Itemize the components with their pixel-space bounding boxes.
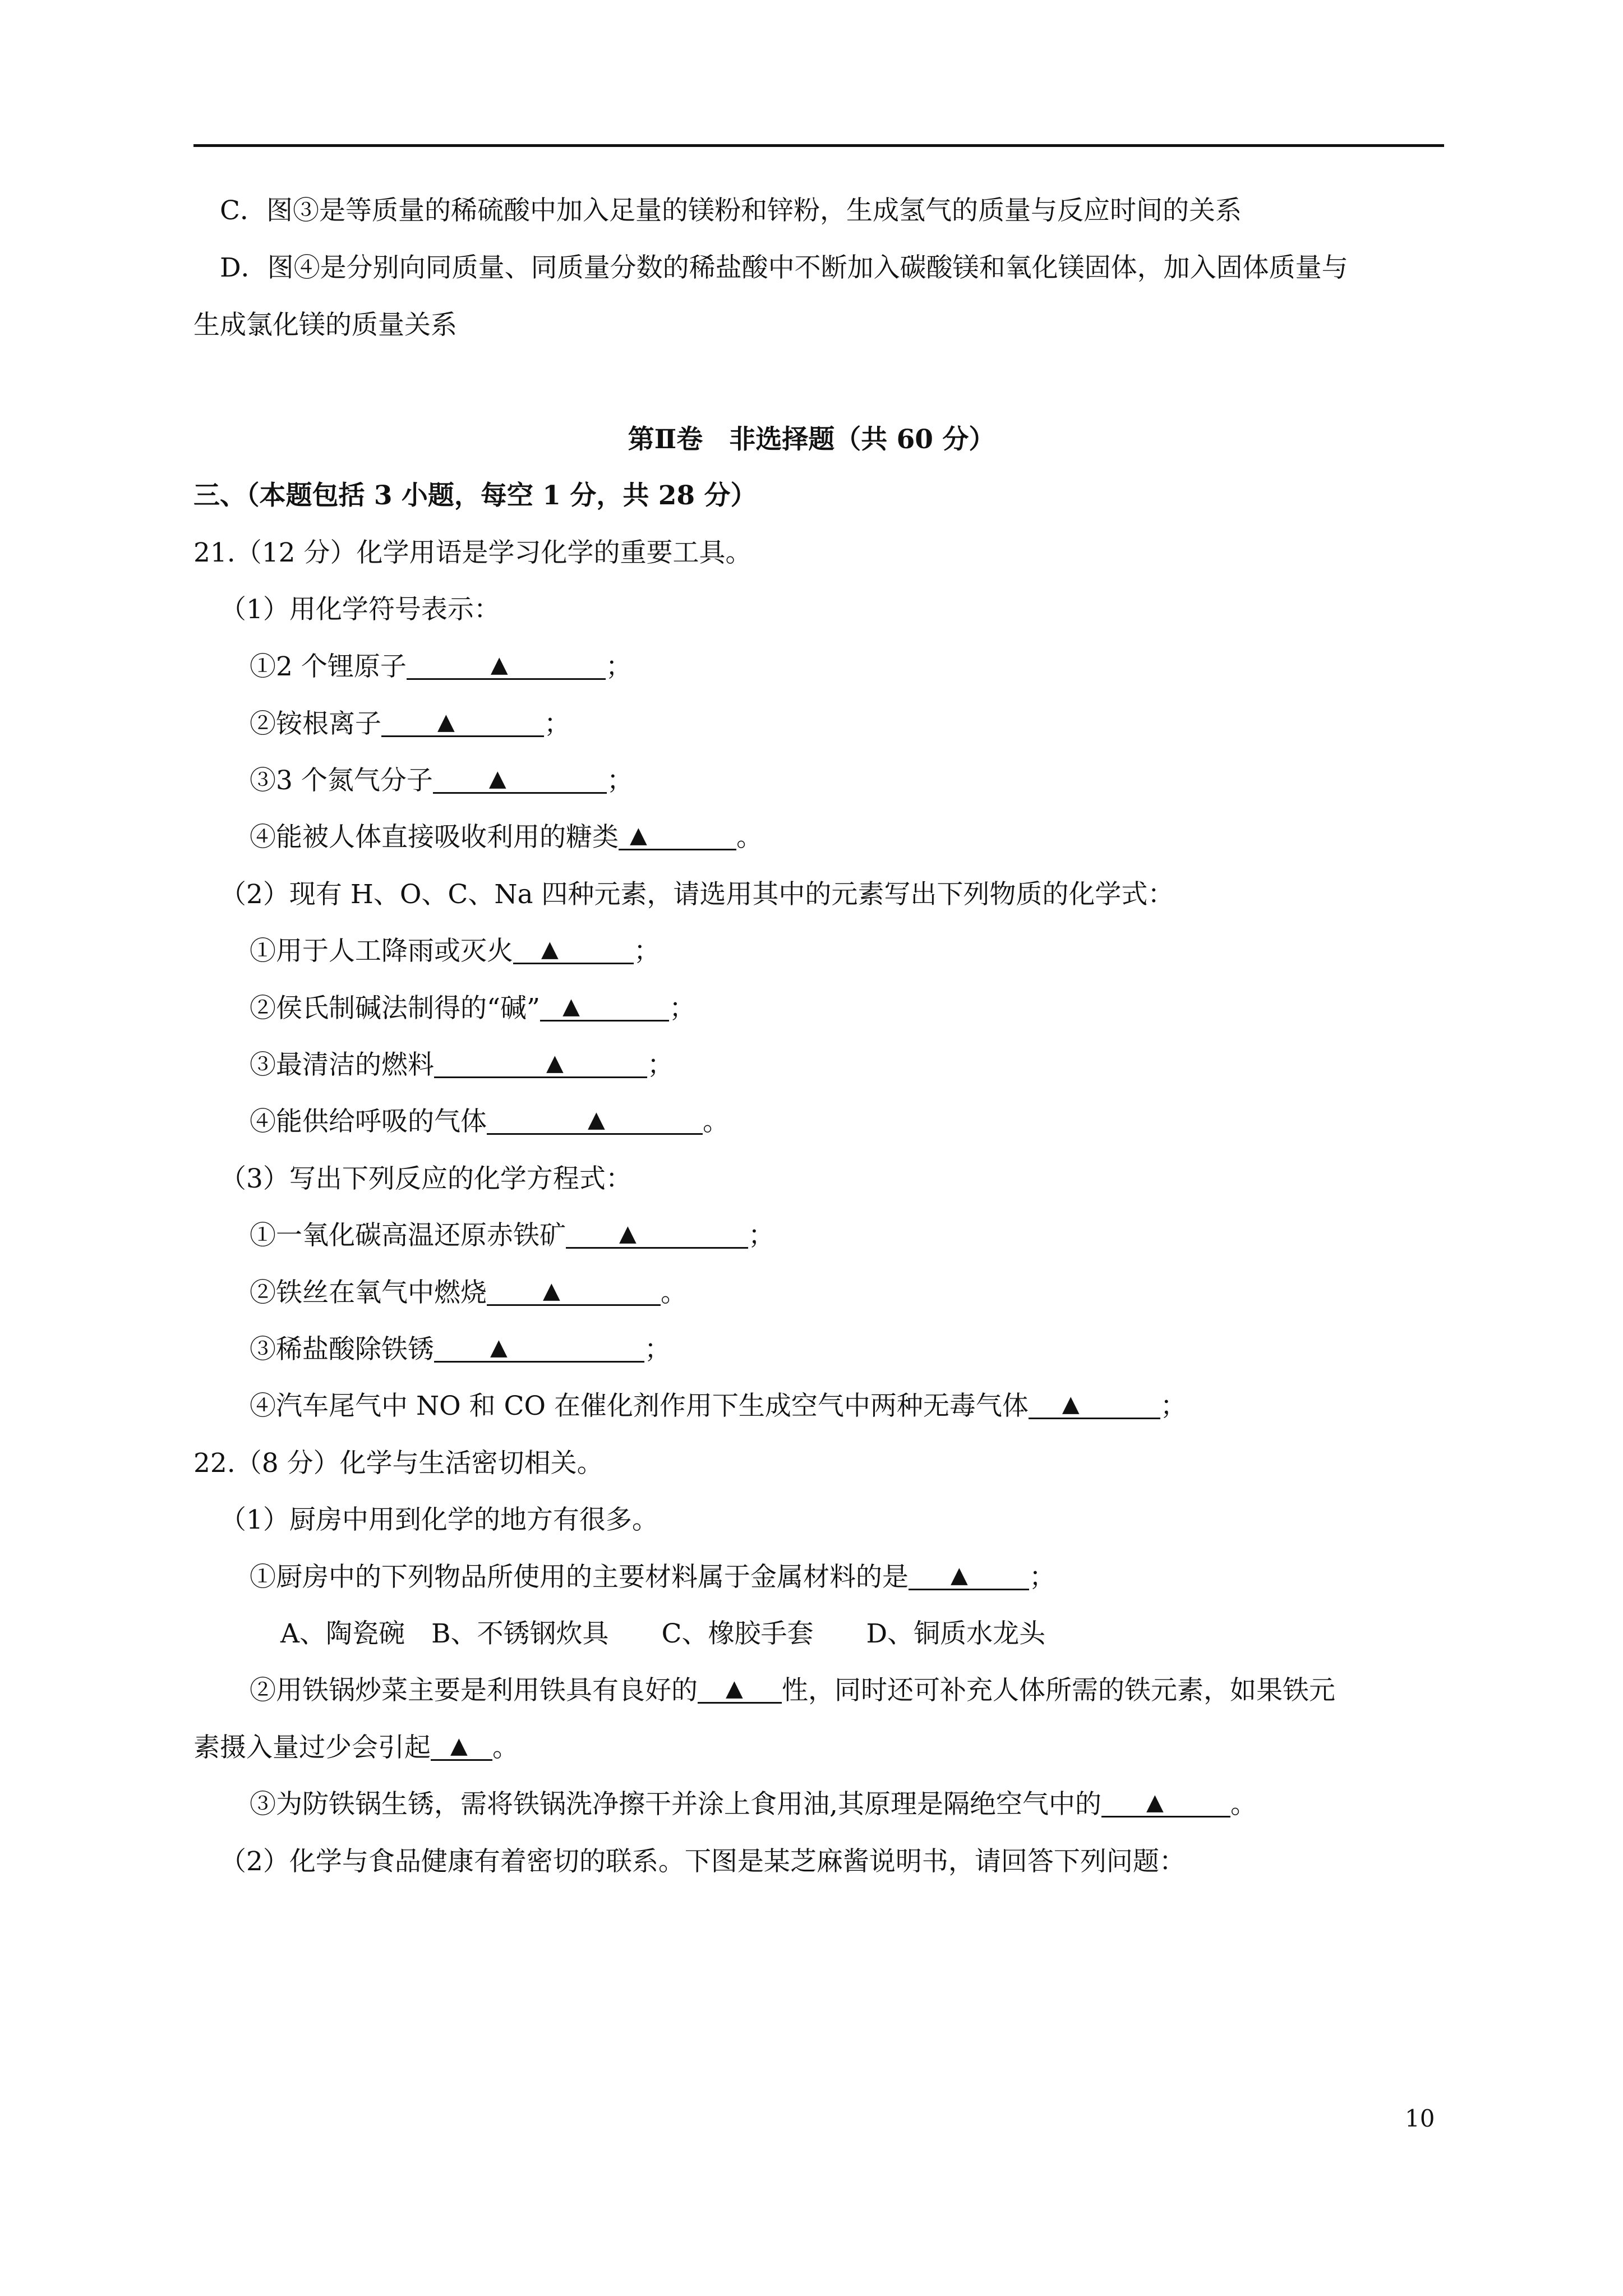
q22-1b-text-1: ②用铁锅炒菜主要是利用铁具有良好的 (250, 1675, 698, 1706)
q22-1b-text-2: 性，同时还可补充人体所需的铁元素，如果铁元 (782, 1675, 1335, 1706)
semicolon: ； (606, 765, 633, 796)
triangle-marker-icon: ▲ (588, 1107, 605, 1133)
triangle-marker-icon: ▲ (951, 1562, 968, 1588)
answer-blank[interactable] (540, 992, 669, 1022)
period: 。 (661, 1277, 687, 1308)
semicolon: ； (647, 1050, 674, 1080)
q21-3a-text: ①一氧化碳高温还原赤铁矿 (250, 1220, 566, 1251)
q21-3b-line (250, 1276, 687, 1310)
q21-1a-text: ①2 个锂原子 (250, 651, 407, 682)
q21-1c-text: ③3 个氮气分子 (250, 765, 433, 796)
q22-1c-line (250, 1788, 1257, 1821)
period: 。 (736, 822, 763, 853)
q21-1a-line (250, 650, 632, 684)
question-21-part-2: （2）现有 H、O、C、Na 四种元素，请选用其中的元素写出下列物质的化学式： (220, 879, 1174, 910)
semicolon: ； (1029, 1562, 1055, 1593)
q21-3d-text: ④汽车尾气中 NO 和 CO 在催化剂作用下生成空气中两种无毒气体 (250, 1391, 1029, 1421)
q21-1c-line (250, 764, 633, 798)
answer-blank[interactable] (407, 650, 606, 680)
q21-3c-line (250, 1333, 671, 1366)
semicolon: ； (748, 1220, 774, 1251)
q22-1a-text: ①厨房中的下列物品所使用的主要材料属于金属材料的是 (250, 1562, 909, 1593)
q21-1d-line (250, 821, 763, 854)
question-22-part-1: （1）厨房中用到化学的地方有很多。 (220, 1504, 658, 1535)
answer-blank[interactable] (433, 764, 607, 794)
q21-1b-line (250, 707, 570, 741)
triangle-marker-icon: ▲ (543, 1278, 560, 1304)
triangle-marker-icon: ▲ (490, 1335, 508, 1360)
triangle-marker-icon: ▲ (1062, 1391, 1080, 1417)
triangle-marker-icon: ▲ (1146, 1789, 1164, 1815)
q21-3b-text: ②铁丝在氧气中燃烧 (250, 1277, 487, 1308)
q21-2b-line (250, 992, 695, 1025)
question-22-part-2: （2）化学与食品健康有着密切的联系。下图是某芝麻酱说明书，请回答下列问题： (220, 1846, 1186, 1877)
q21-3d-line (250, 1389, 1187, 1423)
q21-2d-text: ④能供给呼吸的气体 (250, 1106, 487, 1137)
period: 。 (492, 1732, 519, 1763)
question-21-part-3: （3）写出下列反应的化学方程式： (220, 1163, 632, 1194)
answer-blank[interactable] (1029, 1389, 1160, 1419)
triangle-marker-icon: ▲ (437, 709, 455, 735)
semicolon: ； (669, 993, 696, 1024)
q22-1c-text: ③为防铁锅生锈，需将铁锅洗净擦干并涂上食用油,其原理是隔绝空气中的 (250, 1789, 1101, 1820)
option-c: C．图③是等质量的稀硫酸中加入足量的镁粉和锌粉，生成氢气的质量与反应时间的关系 (220, 195, 1242, 226)
part-title: 第Ⅱ卷 非选择题（共 60 分） (628, 424, 995, 455)
answer-blank[interactable] (434, 1048, 647, 1078)
q22-1a-line (250, 1561, 1055, 1594)
q22-1b-text-3: 素摄入量过少会引起 (193, 1732, 431, 1763)
q22-1b-line-2 (193, 1731, 519, 1765)
answer-blank[interactable] (698, 1674, 782, 1704)
triangle-marker-icon: ▲ (726, 1676, 743, 1701)
period: 。 (1230, 1789, 1257, 1820)
answer-blank[interactable] (566, 1219, 748, 1249)
q21-3c-text: ③稀盐酸除铁锈 (250, 1334, 434, 1365)
semicolon: ； (644, 1334, 671, 1365)
q21-1d-text: ④能被人体直接吸收利用的糖类 (250, 822, 619, 853)
section-title: 三、（本题包括 3 小题，每空 1 分，共 28 分） (193, 480, 757, 511)
semicolon: ； (544, 708, 570, 739)
triangle-marker-icon: ▲ (541, 936, 559, 962)
answer-blank[interactable] (513, 935, 634, 964)
triangle-marker-icon: ▲ (490, 652, 508, 678)
question-21: 21.（12 分）化学用语是学习化学的重要工具。 (193, 537, 752, 568)
answer-blank[interactable] (487, 1276, 661, 1306)
q21-2b-text: ②侯氏制碱法制得的“碱” (250, 993, 541, 1024)
triangle-marker-icon: ▲ (619, 1221, 637, 1246)
answer-blank[interactable] (431, 1731, 492, 1761)
q21-2c-line (250, 1048, 674, 1082)
triangle-marker-icon: ▲ (488, 766, 506, 792)
q21-2a-text: ①用于人工降雨或灭火 (250, 936, 513, 967)
q21-1b-text: ②铵根离子 (250, 708, 381, 739)
triangle-marker-icon: ▲ (630, 822, 647, 848)
page-number: 10 (1405, 2105, 1435, 2132)
triangle-marker-icon: ▲ (450, 1733, 468, 1759)
triangle-marker-icon: ▲ (562, 993, 580, 1019)
question-21-part-1: （1）用化学符号表示： (220, 594, 500, 625)
q22-1b-line (250, 1674, 1335, 1708)
option-d-line-1: D．图④是分别向同质量、同质量分数的稀盐酸中不断加入碳酸镁和氧化镁固体，加入固体质量与 (220, 252, 1348, 283)
answer-blank[interactable] (909, 1561, 1029, 1590)
answer-blank[interactable] (487, 1105, 703, 1135)
semicolon: ； (634, 936, 660, 967)
q21-2a-line (250, 935, 660, 968)
q21-3a-line (250, 1219, 774, 1253)
q22-1a-options: A、陶瓷碗 B、不锈钢炊具 C、橡胶手套 D、铜质水龙头 (280, 1618, 1046, 1649)
q21-2c-text: ③最清洁的燃料 (250, 1050, 434, 1080)
answer-blank[interactable] (619, 821, 736, 850)
q21-2d-line (250, 1105, 729, 1139)
period: 。 (703, 1106, 729, 1137)
answer-blank[interactable] (381, 707, 544, 737)
answer-blank[interactable] (434, 1333, 644, 1363)
question-22: 22.（8 分）化学与生活密切相关。 (193, 1448, 603, 1479)
header-rule (193, 144, 1444, 147)
answer-blank[interactable] (1101, 1788, 1230, 1818)
triangle-marker-icon: ▲ (546, 1050, 564, 1076)
semicolon: ； (605, 651, 632, 682)
option-d-line-2: 生成氯化镁的质量关系 (193, 310, 457, 341)
semicolon: ； (1160, 1391, 1187, 1421)
